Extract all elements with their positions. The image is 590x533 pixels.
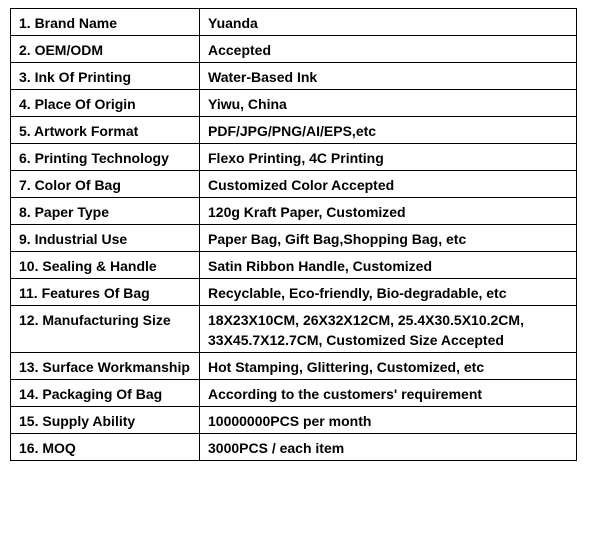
spec-value: Satin Ribbon Handle, Customized	[200, 252, 577, 279]
spec-label: 2. OEM/ODM	[11, 36, 200, 63]
spec-label: 14. Packaging Of Bag	[11, 380, 200, 407]
table-row	[11, 9, 577, 36]
spec-value: Customized Color Accepted	[200, 171, 577, 198]
spec-label: 9. Industrial Use	[11, 225, 200, 252]
spec-label: 16. MOQ	[11, 434, 200, 461]
spec-value: Yiwu, China	[200, 90, 577, 117]
spec-value: Yuanda	[200, 9, 577, 36]
spec-value: Paper Bag, Gift Bag,Shopping Bag, etc	[200, 225, 577, 252]
table-row	[11, 198, 577, 225]
table-row	[11, 144, 577, 171]
spec-label: 4. Place Of Origin	[11, 90, 200, 117]
table-row	[11, 434, 577, 461]
table-row	[11, 407, 577, 434]
spec-value: Accepted	[200, 36, 577, 63]
table-row	[11, 171, 577, 198]
table-row	[11, 117, 577, 144]
spec-label: 15. Supply Ability	[11, 407, 200, 434]
table-row	[11, 306, 577, 353]
spec-label: 13. Surface Workmanship	[11, 353, 200, 380]
spec-value-line: 33X45.7X12.7CM, Customized Size Accepted	[208, 332, 504, 348]
spec-label: 12. Manufacturing Size	[11, 306, 200, 353]
spec-label: 1. Brand Name	[11, 9, 200, 36]
spec-value: 120g Kraft Paper, Customized	[200, 198, 577, 225]
spec-label: 8. Paper Type	[11, 198, 200, 225]
spec-value: According to the customers' requirement	[200, 380, 577, 407]
spec-value: Flexo Printing, 4C Printing	[200, 144, 577, 171]
table-row	[11, 36, 577, 63]
spec-value-line: 18X23X10CM, 26X32X12CM, 25.4X30.5X10.2CM,	[208, 312, 524, 328]
table-row	[11, 279, 577, 306]
spec-label: 3. Ink Of Printing	[11, 63, 200, 90]
spec-value: 3000PCS / each item	[200, 434, 577, 461]
table-row	[11, 90, 577, 117]
spec-value: Hot Stamping, Glittering, Customized, etc	[200, 353, 577, 380]
spec-value: 10000000PCS per month	[200, 407, 577, 434]
specification-table	[10, 8, 577, 461]
spec-value: Water-Based Ink	[200, 63, 577, 90]
spec-value	[200, 306, 577, 353]
spec-label: 10. Sealing & Handle	[11, 252, 200, 279]
table-row	[11, 380, 577, 407]
table-row	[11, 225, 577, 252]
spec-label: 11. Features Of Bag	[11, 279, 200, 306]
spec-value: PDF/JPG/PNG/AI/EPS,etc	[200, 117, 577, 144]
spec-value: Recyclable, Eco-friendly, Bio-degradable, etc	[200, 279, 577, 306]
spec-label: 6. Printing Technology	[11, 144, 200, 171]
spec-label: 5. Artwork Format	[11, 117, 200, 144]
spec-label: 7. Color Of Bag	[11, 171, 200, 198]
table-row	[11, 252, 577, 279]
table-row	[11, 353, 577, 380]
table-row	[11, 63, 577, 90]
